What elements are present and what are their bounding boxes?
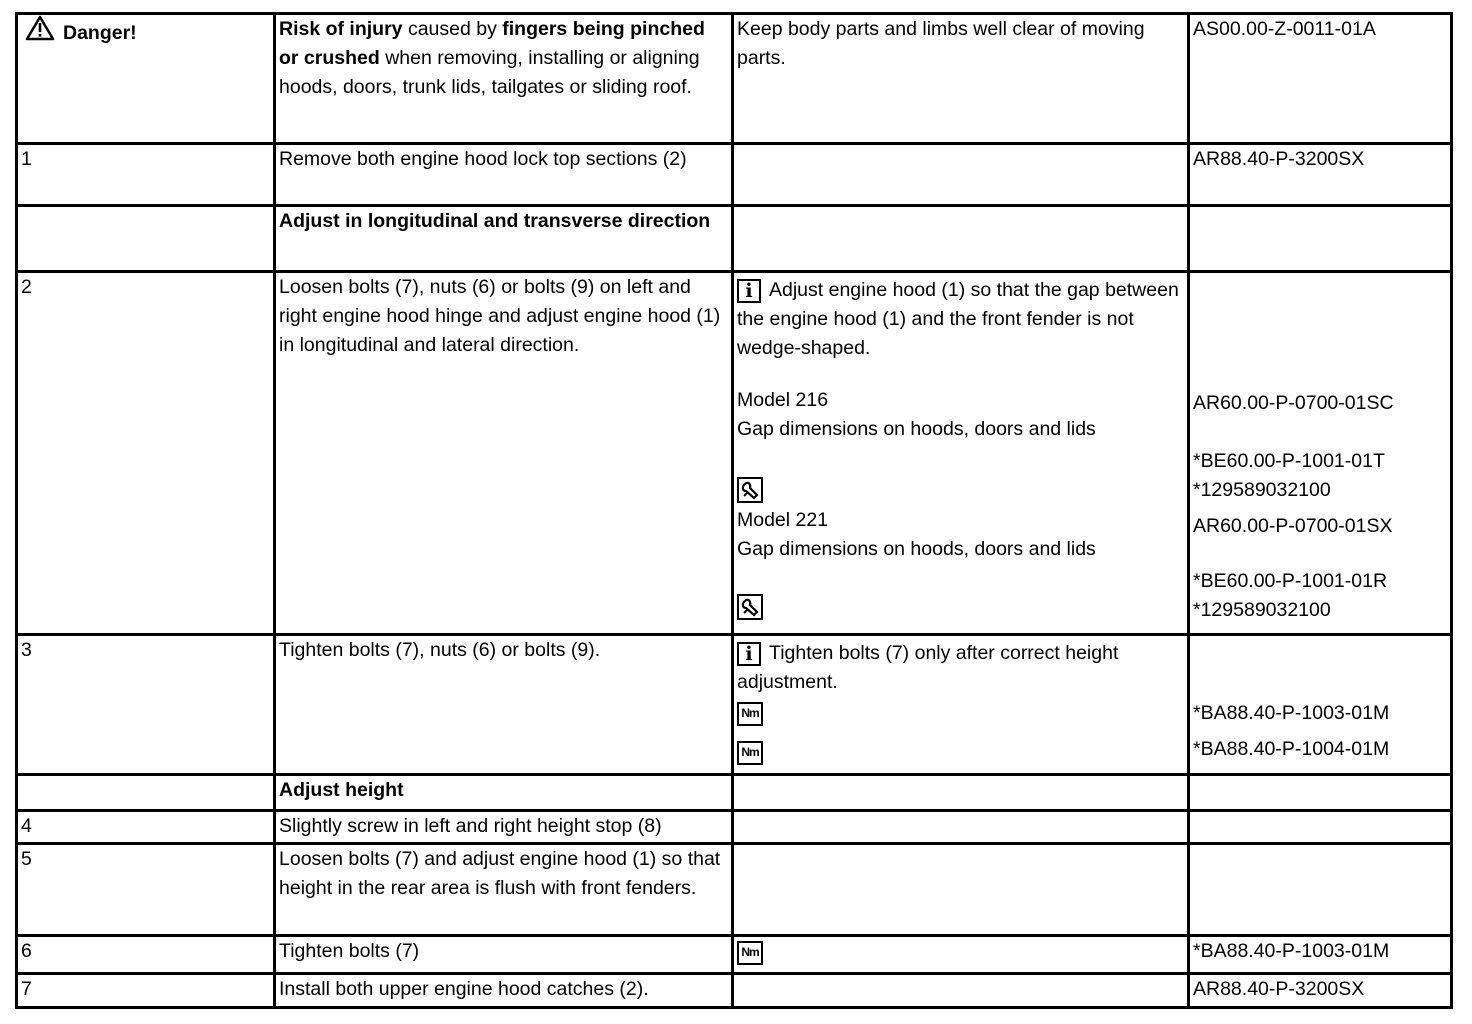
step-text: Tighten bolts (7) — [275, 936, 733, 974]
step-ref: *BA88.40-P-1003-01M — [1189, 936, 1452, 974]
procedure-table — [15, 12, 1453, 1009]
step-text: Loosen bolts (7), nuts (6) or bolts (9) on left and right engine hood hinge and adjust engine hood (1) in longitudinal and lateral direction. — [275, 272, 733, 635]
step-ref: AR88.40-P-3200SX — [1189, 974, 1452, 1008]
step-ref: AR88.40-P-3200SX — [1189, 144, 1452, 206]
step-ref — [1189, 635, 1452, 775]
torque-ref-2: *BA88.40-P-1004-01M — [1193, 738, 1390, 760]
step-number: 3 — [17, 635, 275, 775]
danger-ref: AS00.00-Z-0011-01A — [1189, 14, 1452, 144]
info-icon: i — [737, 642, 761, 666]
danger-remedy: Keep body parts and limbs well clear of moving parts. — [733, 14, 1189, 144]
model-221-desc: Gap dimensions on hoods, doors and lids — [737, 538, 1096, 560]
torque-icon: Nm — [737, 941, 763, 965]
model-221-label: Model 221 — [737, 509, 829, 531]
step-ref — [1189, 272, 1452, 635]
step-text: Install both upper engine hood catches (2). — [275, 974, 733, 1008]
table-row-step-2 — [17, 272, 1452, 635]
model-216-tool-ref: *129589032100 — [1193, 479, 1331, 501]
model-221-ref: AR60.00-P-0700-01SX — [1193, 515, 1393, 537]
warning-triangle-icon — [25, 15, 55, 41]
step-number: 2 — [17, 272, 275, 635]
risk-bold-2: fingers being pinched or crushed — [279, 18, 705, 69]
danger-cell — [17, 14, 275, 144]
model-216-desc: Gap dimensions on hoods, doors and lids — [737, 418, 1096, 440]
risk-bold-1: Risk of injury — [279, 18, 403, 40]
model-216-ref-2: *BE60.00-P-1001-01T — [1193, 450, 1385, 472]
model-221-tool-ref: *129589032100 — [1193, 599, 1331, 621]
table-row-step-7 — [17, 974, 1452, 1008]
torque-icon: Nm — [737, 702, 763, 726]
info-note-text: Adjust engine hood (1) so that the gap between the engine hood (1) and the front fender is not wedge-shaped. — [737, 279, 1179, 359]
step-text: Loosen bolts (7) and adjust engine hood (1) so that height in the rear area is flush with front fenders. — [275, 844, 733, 936]
special-tool-icon — [737, 594, 763, 620]
step-number: 6 — [17, 936, 275, 974]
table-row-section-height — [17, 775, 1452, 811]
danger-label: Danger! — [63, 22, 137, 44]
table-row-step-4 — [17, 811, 1452, 844]
table-row-step-6 — [17, 936, 1452, 974]
section-heading: Adjust height — [275, 775, 733, 811]
table-row-danger — [17, 14, 1452, 144]
table-row-section-longitudinal — [17, 206, 1452, 272]
torque-icon: Nm — [737, 741, 763, 765]
model-221-ref-2: *BE60.00-P-1001-01R — [1193, 570, 1388, 592]
step-number: 7 — [17, 974, 275, 1008]
model-216-ref: AR60.00-P-0700-01SC — [1193, 392, 1394, 414]
table-row-step-3 — [17, 635, 1452, 775]
special-tool-icon — [737, 477, 763, 503]
step-number: 1 — [17, 144, 275, 206]
table-row-step-5 — [17, 844, 1452, 936]
step-text: Slightly screw in left and right height stop (8) — [275, 811, 733, 844]
danger-risk-text — [275, 14, 733, 144]
torque-ref-1: *BA88.40-P-1003-01M — [1193, 702, 1390, 724]
info-note-text: Tighten bolts (7) only after correct height adjustment. — [737, 642, 1119, 693]
step-text: Tighten bolts (7), nuts (6) or bolts (9). — [275, 635, 733, 775]
step-note — [733, 144, 1189, 206]
risk-text-1: caused by — [402, 18, 503, 40]
risk-text-2: when removing, installing or aligning hoods, doors, trunk lids, tailgates or sliding roof. — [279, 47, 700, 98]
table-row-step-1 — [17, 144, 1452, 206]
model-216-label: Model 216 — [737, 389, 829, 411]
step-note — [733, 635, 1189, 775]
step-number: 5 — [17, 844, 275, 936]
info-icon: i — [737, 279, 761, 303]
step-note — [733, 936, 1189, 974]
step-text: Remove both engine hood lock top sections (2) — [275, 144, 733, 206]
section-heading: Adjust in longitudinal and transverse direction — [275, 206, 733, 272]
step-note — [733, 272, 1189, 635]
step-number: 4 — [17, 811, 275, 844]
